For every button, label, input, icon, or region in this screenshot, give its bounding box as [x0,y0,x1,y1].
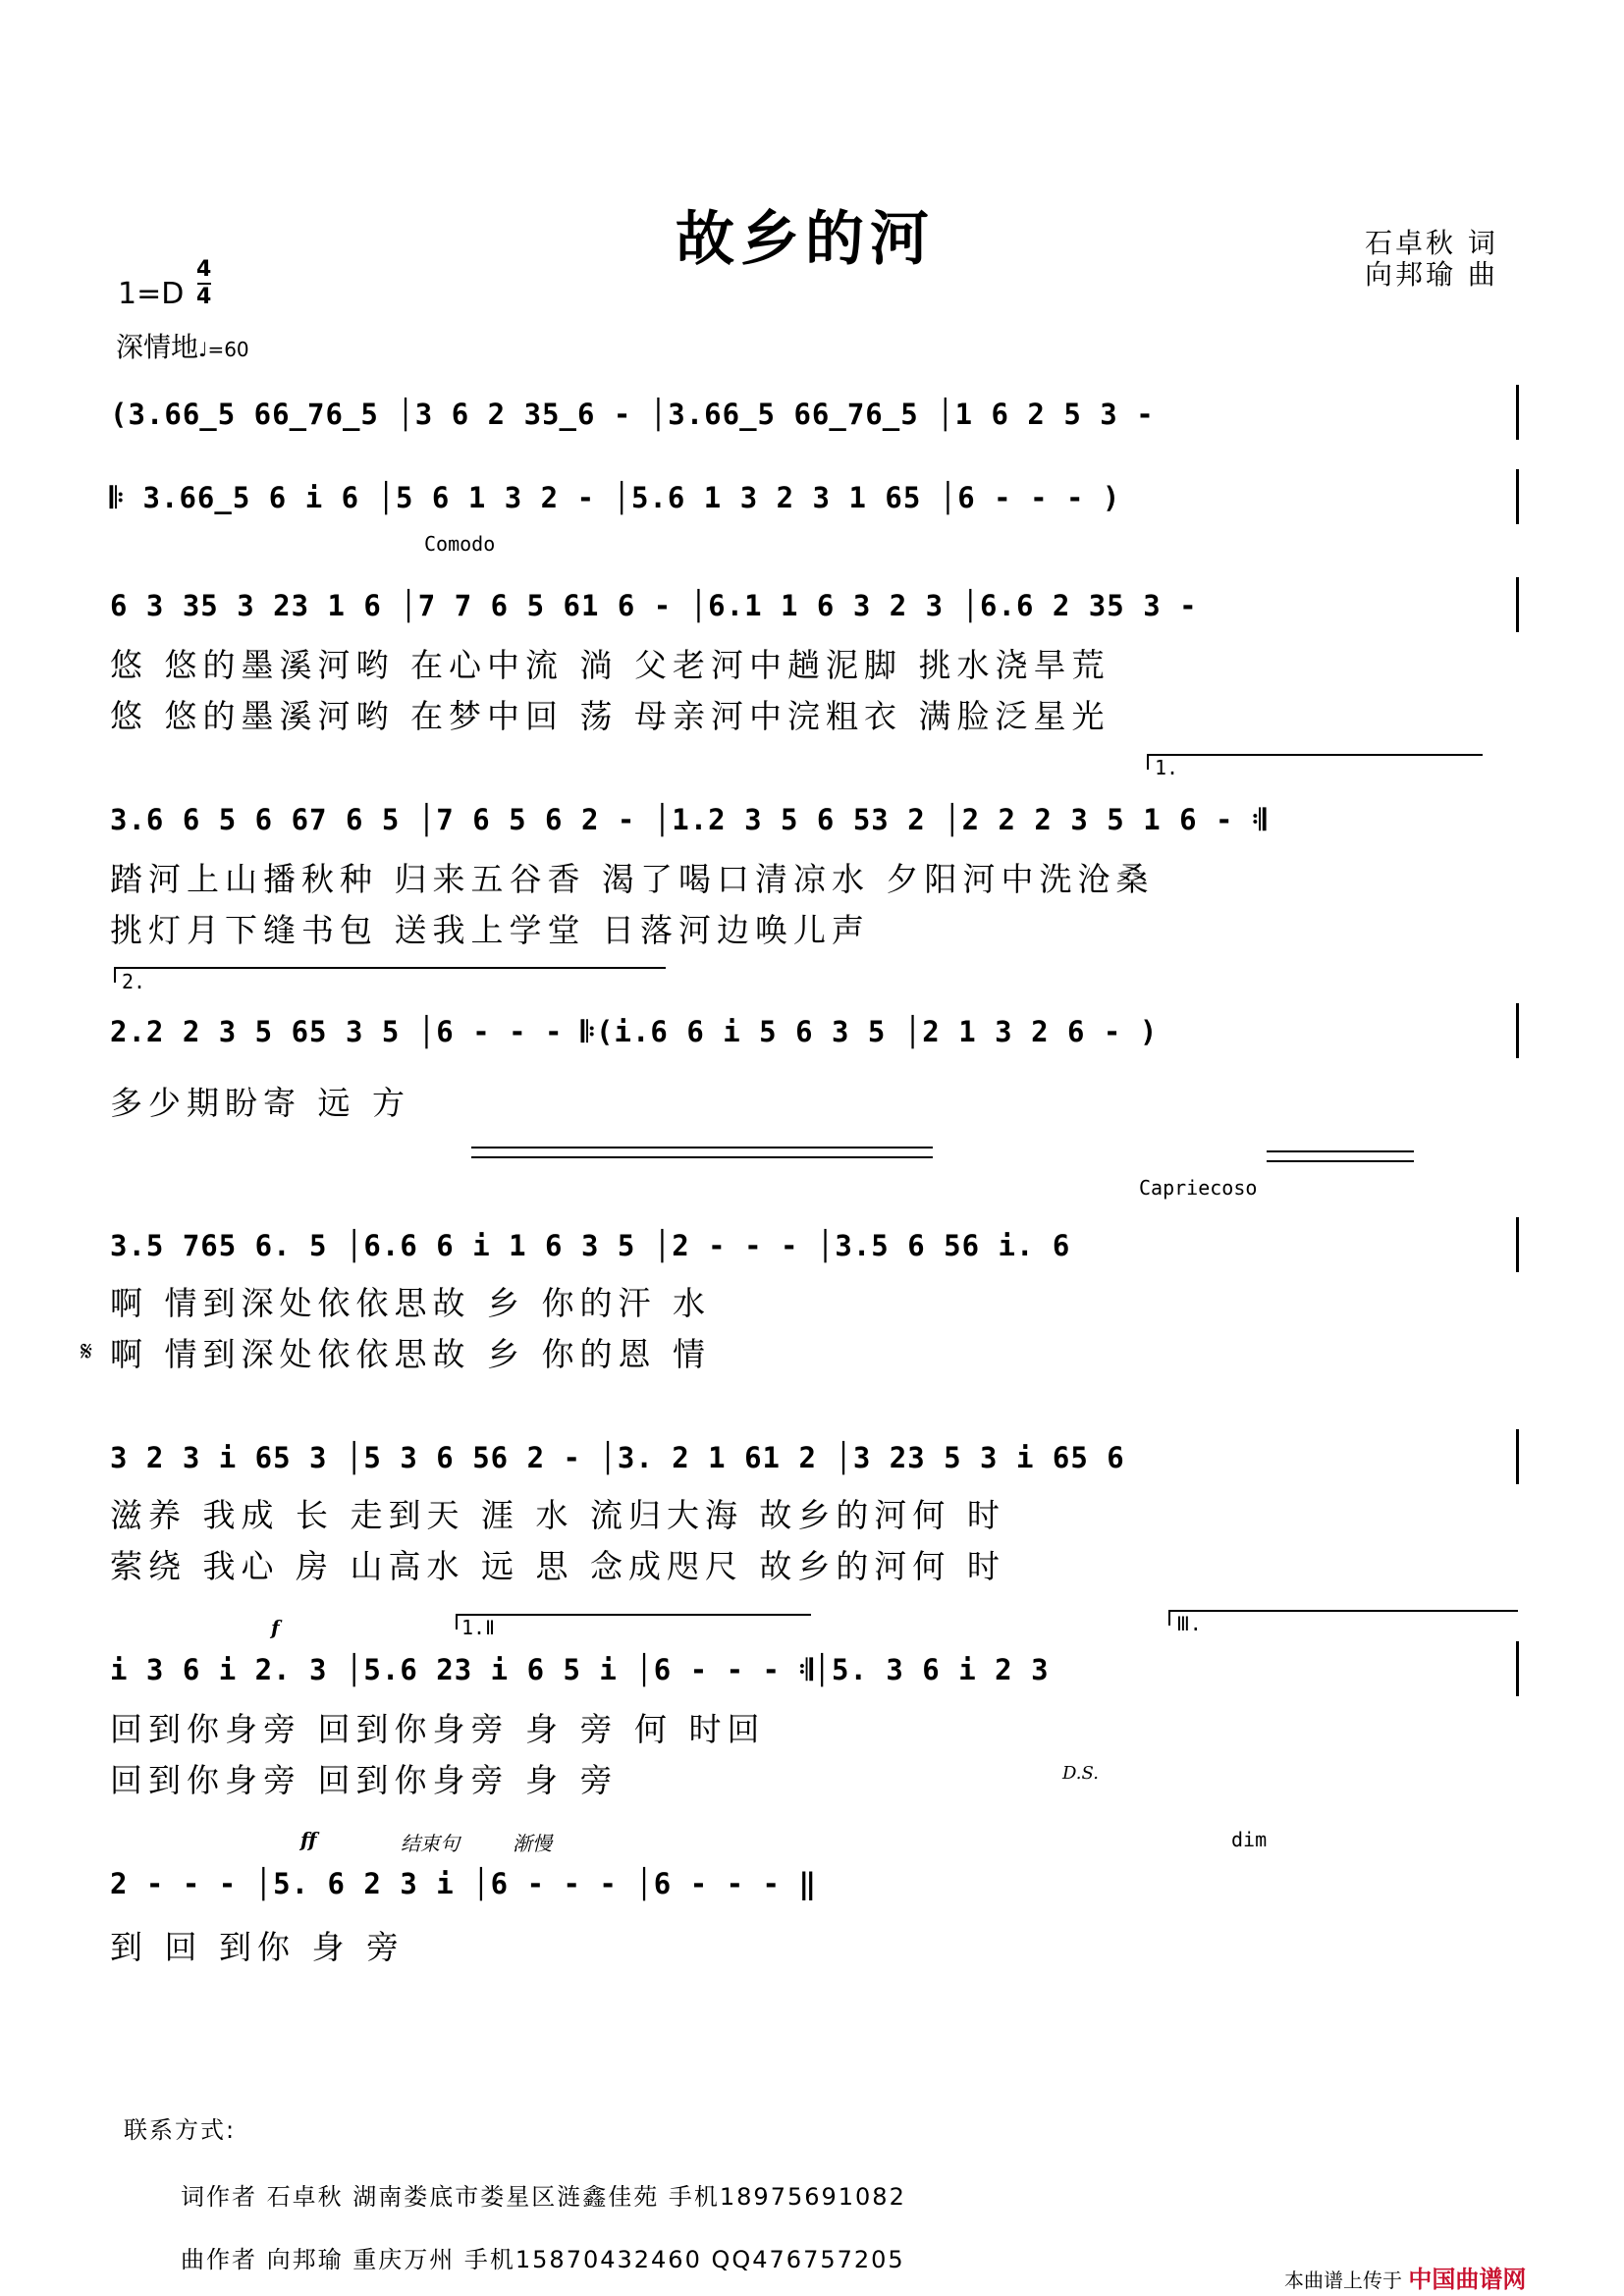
system-8-notes: i 3 6 i 2. 3 │5.6 23 i 6 5 i │6 - - - 𝄇│5. 3 6 i 2 3 [110,1653,1050,1686]
system-6-lyrics-verse-1: 啊 情到深处依依思故 乡 你的汗 水 [110,1284,711,1322]
capriecoso-mark: Capriecoso [1139,1176,1258,1200]
system-3-lyrics-verse-1: 悠 悠的墨溪河哟 在心中流 淌 父老河中趟泥脚 挑水浇旱荒 [110,646,1110,684]
system-6-notes: 3.5 765 6. 5 │6.6 6 i 1 6 3 5 │2 - - - │3.5 6 56 i. 6 [110,1229,1071,1262]
volta-1-bracket [1147,754,1483,770]
volta-3-label: Ⅲ. [1176,1612,1202,1635]
volta-12-label: 1.Ⅱ [461,1616,495,1639]
barline [1516,1217,1519,1272]
crescendo-line [1267,1150,1414,1152]
system-1-notes: (3.66̲5 66̲76̲5 │3 6 2 35̲6 - │3.66̲5 66̲76̲5 │1 6 2 5 3 - [110,398,1155,431]
system-3-lyrics-verse-2: 悠 悠的墨溪河哟 在梦中回 荡 母亲河中浣粗衣 满脸泛星光 [110,697,1110,735]
system-7-lyrics-verse-2: 萦绕 我心 房 山高水 远 思 念成咫尺 故乡的河何 时 [110,1547,1005,1585]
barline [1516,1641,1519,1696]
barline [1516,577,1519,632]
meter-top: 4 [196,257,212,282]
barline [1516,1429,1519,1484]
system-9-lyrics: 到 回 到你 身 旁 [110,1928,405,1966]
system-4-notes: 3.6 6 5 6 67 6 5 │7 6 5 6 2 - │1.2 3 5 6 53 2 │2 2 2 3 5 1 6 - 𝄇 [110,803,1268,836]
contact-label: 联系方式: [124,2116,237,2144]
volta-2-label: 2. [122,970,146,993]
barline [1516,469,1519,524]
crescendo-line [1267,1160,1414,1162]
tempo-text: 深情地 [116,331,199,363]
system-8-lyrics-verse-1: 回到你身旁 回到你身旁 身 旁 何 时回 [110,1710,766,1748]
system-6-lyrics-verse-2: 啊 情到深处依依思故 乡 你的恩 情 [110,1335,711,1373]
barline [1516,1003,1519,1058]
lyricist-contact: 词作者 石卓秋 湖南娄底市娄星区涟鑫佳苑 手机18975691082 [181,2183,906,2211]
dal-segno-mark: D.S. [1062,1763,1099,1784]
volta-1-label: 1. [1155,756,1179,779]
upload-note [1284,2260,1526,2294]
forte-mark: f [271,1616,280,1639]
volta-12-bracket [456,1614,811,1629]
time-signature [196,257,211,310]
upload-note-text: 本曲谱上传于 [1284,2269,1402,2292]
diminuendo-mark: dim [1231,1828,1268,1851]
comodo-mark: Comodo [424,532,496,556]
slowing-mark: 渐慢 [513,1832,552,1855]
ending-phrase-mark: 结束句 [401,1832,460,1855]
volta-3-bracket [1168,1610,1518,1626]
crescendo-line [471,1147,933,1148]
system-2-notes: 𝄆 3.66̲5 6 i 6 │5 6 1 3 2 - │5.6 1 3 2 3 1 65 │6 - - - ) [110,481,1121,514]
tempo-value: ♩=60 [198,338,249,361]
composer-credit: 向邦瑜 曲 [1365,258,1498,291]
key-signature: 1=D [118,277,185,311]
score-title: 故乡的河 [676,205,935,274]
system-8-lyrics-verse-2: 回到你身旁 回到你身旁 身 旁 [110,1761,619,1799]
system-5-notes: 2.2 2 3 5 65 3 5 │6 - - - 𝄆(i.6 6 i 5 6 3 5 │2 1 3 2 6 - ) [110,1015,1159,1048]
system-7-notes: 3 2 3 i 65 3 │5 3 6 56 2 - │3. 2 1 61 2 │3 23 5 3 i 65 6 [110,1441,1125,1474]
barline [1516,385,1519,440]
system-4-lyrics-verse-1: 踏河上山播秋种 归来五谷香 渴了喝口清凉水 夕阳河中洗沧桑 [110,860,1155,898]
system-3-notes: 6 3 35 3 23 1 6 │7 7 6 5 61 6 - │6.1 1 6 3 2 3 │6.6 2 35 3 - [110,589,1198,622]
tempo-marking [116,326,249,365]
meter-bottom: 4 [196,285,212,309]
site-logo[interactable]: 中国曲谱网 [1408,2266,1527,2293]
volta-2-bracket [114,967,666,983]
fortissimo-mark: ff [300,1828,317,1851]
system-5-lyrics: 多少期盼寄 远 方 [110,1084,410,1122]
system-4-lyrics-verse-2: 挑灯月下缝书包 送我上学堂 日落河边唤儿声 [110,911,870,949]
segno-sign: 𝄋 [81,1335,93,1367]
lyricist-credit: 石卓秋 词 [1365,227,1498,259]
system-7-lyrics-verse-1: 滋养 我成 长 走到天 涯 水 流归大海 故乡的河何 时 [110,1496,1005,1534]
composer-contact: 曲作者 向邦瑜 重庆万州 手机15870432460 QQ476757205 [181,2246,905,2273]
system-9-notes: 2 - - - │5. 6 2 3 i │6 - - - │6 - - - ‖ [110,1867,817,1900]
crescendo-line [471,1156,933,1158]
